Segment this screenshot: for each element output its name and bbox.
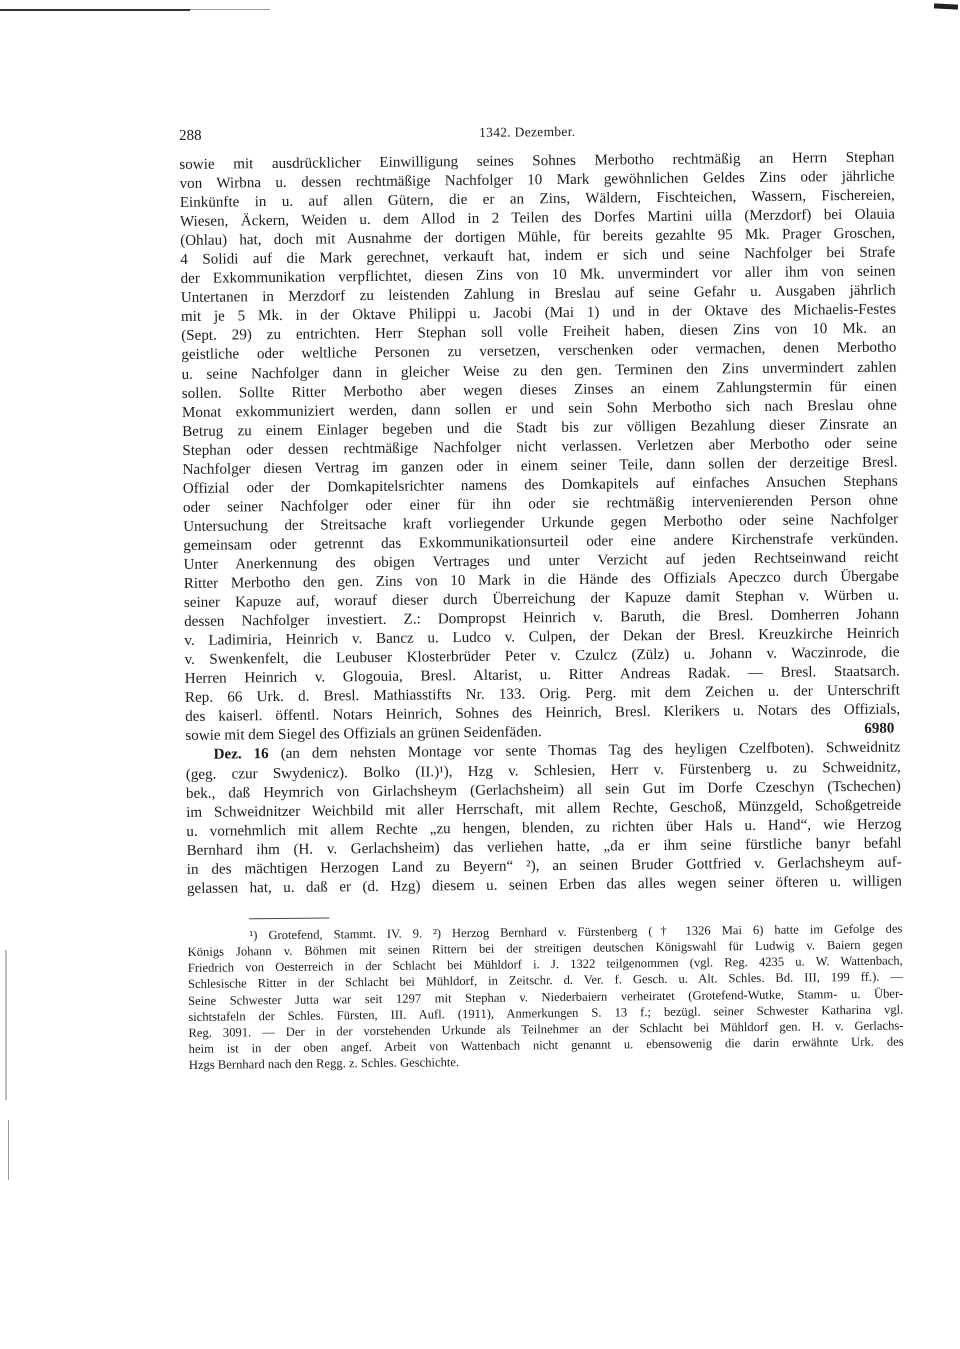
- text-line: oder seiner Nachfolger oder einer für ihn oder sie rechtmäßig intervenierenden Person ohne: [182, 492, 899, 516]
- text-line: gelassen hat, u. daß er (d. Hzg) diesem u. seinen Erben das alles wegen seiner öfteren u. willigen: [186, 873, 903, 897]
- text-line: geistliche oder weltliche Personen zu versetzen, verschenken oder vermachen, denen Merbotho: [181, 339, 897, 364]
- text-line: seiner Kapuze auf, worauf dieser durch Überreichung der Kapuze damit Stephan v. Würben u.: [183, 587, 900, 612]
- text-line: Einkünfte in u. auf allen Gütern, die er an Zins, Wäldern, Fischteichen, Wassern, Fischereien,: [179, 187, 895, 212]
- text-line: von Wirbna u. dessen rechtmäßige Nachfolger 10 Mark gewöhnlichen Geldes Zins oder jährliche: [179, 168, 895, 193]
- scan-corner-mark: [934, 3, 958, 9]
- document-page: [179, 121, 904, 1074]
- text-line: bek., daß Heymrich von Girlachsheym (Gerlachsheim) all sein Gut im Dorfe Czeschyn (Tschechen): [185, 778, 902, 802]
- footnote-line: Königs Johann v. Böhmen mit seinen Rittern bei der streitigen deutschen Königswahl für Ludwig v. Baiern gegen: [187, 937, 903, 959]
- text-line: Untertanen in Merzdorf zu leistenden Zahlung in Breslau auf seine Gefahr u. Ausgaben jährlich: [180, 282, 896, 307]
- text-line: Unter Anerkennung des obigen Vertrages und unter Verzicht auf jeden Rechtseinwand reicht: [183, 549, 899, 573]
- text-line: Wiesen, Äckern, Weiden u. dem Allod in 2 Teilen des Dorfes Martini uilla (Merzdorf) bei Olauia: [179, 206, 896, 231]
- text-line: (Sept. 29) zu entrichten. Herr Stephan soll volle Freiheit haben, diesen Zins von 10 Mk. an: [181, 320, 897, 345]
- scan-edge-mark: [8, 1120, 9, 1180]
- text-line: sowie mit ausdrücklicher Einwilligung seines Sohnes Merbotho rechtmäßig an Herrn Stephan: [179, 149, 895, 173]
- footnote-line: sichtstafeln der Schles. Fürsten, III. Aufl. (1911), Anmerkungen S. 13 f.; bezügl. seiner Schwester Katharina vgl.: [188, 1002, 904, 1024]
- footnote-line: Reg. 3091. — Der in der vorstehenden Urkunde als Teilnehmer an der Schlacht bei Mühldorf gen. H. v. Gerlachs-: [188, 1018, 904, 1040]
- text-line: Offizial oder der Domkapitelsrichter namens des Domkapitels auf einfaches Ansuchen Stephans: [182, 473, 898, 497]
- text-line: (an dem nehsten Montage vor sente Thomas Tag des heyligen Czelfboten). Schweidnitz: [280, 739, 901, 763]
- text-line: Nachfolger diesen Vertrag im ganzen oder in einem seiner Teile, dann sollen der derzeitige Bresl.: [182, 454, 898, 478]
- scan-edge-mark: [5, 950, 7, 1100]
- footnote-divider: [249, 917, 329, 919]
- running-title: 1342. Dezember.: [478, 123, 576, 140]
- page-number: 288: [179, 127, 202, 144]
- footnote-line: Schlesische Ritter in der Schlacht bei Mühldorf, in Zeitschr. d. Ver. f. Gesch. u. Alt. Schles. Bd. III, 199 ff.). —: [187, 969, 904, 992]
- text-line: gemeinsam oder getrennt das Exkommunikationsurteil oder eine andere Kirchenstrafe verkünden.: [183, 530, 899, 554]
- entry-closing-text: sowie mit dem Siegel des Offizials an grünen Seidenfäden.: [185, 724, 542, 745]
- footnotes: [187, 920, 903, 1073]
- text-line: der Exkommunikation verpflichtet, diesen Zins von 10 Mk. unvermindert vor aller ihm von seinen: [180, 263, 896, 288]
- running-head: [179, 121, 894, 150]
- text-line: dessen Nachfolger investiert. Z.: Dompropst Heinrich v. Baruth, die Bresl. Domherren Johann: [184, 606, 900, 631]
- document-number: 6980: [864, 720, 895, 738]
- text-line: des kaiserl. öffentl. Notars Heinrich, Sohnes des Heinrich, Bresl. Klerikers u. Notars des Offizials,: [185, 701, 901, 726]
- text-line: Bernhard ihm (H. v. Gerlachsheim) das verliehen hatte, „da er ihm seine fürstliche banyr befahl: [186, 835, 902, 859]
- text-line: Herren Heinrich v. Glogouia, Bresl. Altarist, u. Ritter Andreas Radak. — Bresl. Staatsarch.: [184, 663, 900, 688]
- text-line: sollen. Sollte Ritter Merbotho aber wegen dieses Zinses an einem Zahlungstermin für einen: [181, 378, 897, 402]
- text-line: Stephan oder dessen rechtmäßige Nachfolger nicht verlassen. Verletzen aber Merbotho oder seine: [182, 435, 898, 459]
- text-line: 4 Solidi auf die Mark gerechnet, verkauft hat, indem er sich und seine Nachfolger bei Strafe: [180, 244, 896, 269]
- text-line: (Ohlau) hat, doch mit Ausnahme der dortigen Mühle, für bereits gezahlte 95 Mk. Prager Groschen,: [180, 225, 896, 250]
- entry-date: Dez. 16: [213, 746, 269, 764]
- footnote-line: ¹) Grotefend, Stammt. IV. 9. ²) Herzog Bernhard v. Fürstenberg († 1326 Mai 6) hatte im Gefolge des: [249, 921, 903, 943]
- text-line: Ritter Merbotho den gen. Zins von 10 Mark in die Hände des Offizials Apeczco durch Übergabe: [183, 568, 899, 593]
- text-line: im Schweidnitzer Weichbild mit aller Herrschaft, mit allem Rechte, Geschoß, Münzgeld, Schoßgetreide: [186, 797, 902, 821]
- text-line: Untersuchung der Streitsache kraft vorliegender Urkunde gegen Merbotho oder seine Nachfolger: [183, 511, 899, 535]
- footnote-line: Seine Schwester Jutta war seit 1297 mit Stephan v. Niederbaiern verheiratet (Grotefend-Wutke, Stamm- u. Über-: [188, 986, 904, 1008]
- text-line: Monat exkommuniziert werden, dann sollen er und sein Sohn Merbotho sich nach Breslau ohne: [181, 397, 898, 421]
- text-line: (geg. czur Swydenicz). Bolko (II.)¹), Hzg v. Schlesien, Herr v. Fürstenberg u. zu Schweidnitz,: [185, 758, 901, 783]
- footnote-line: Friedrich von Oesterreich in der Schlacht bei Mühldorf i. J. 1322 teilgenommen (vgl. Reg. 4235 u. W. Wattenbach,: [187, 953, 903, 976]
- text-line: mit je 5 Mk. in der Oktave Philippi u. Jacobi (Mai 1) und in der Oktave des Michaelis-Festes: [180, 301, 897, 326]
- text-line: u. vornehmlich mit allem Rechte „zu hengen, blenden, zu richten über Hals u. Hand“, wie Herzog: [186, 816, 902, 840]
- entry-6980: [179, 149, 902, 899]
- scan-edge-mark: [0, 9, 190, 11]
- scan-edge-mark: [190, 9, 270, 10]
- text-line: u. seine Nachfolger dann in gleicher Weise zu den gen. Terminen den Zins unvermindert zahlen: [181, 359, 897, 383]
- text-line: v. Swenkenfelt, die Leubuser Klosterbrüder Peter v. Czulcz (Zülz) u. Johann v. Waczinrode, die: [184, 644, 900, 669]
- footnote-line: heim ist in der oben angef. Arbeit von Wattenbach nicht genannt u. ebensowenig die darin erwähnte Urk. des: [188, 1034, 904, 1057]
- text-line: Rep. 66 Urk. d. Bresl. Mathiasstifts Nr. 133. Orig. Perg. mit dem Zeichen u. der Unterschrift: [184, 682, 901, 707]
- text-line: v. Ladimiria, Heinrich v. Bancz u. Ludco v. Culpen, der Dekan der Bresl. Kreuzkirche Heinrich: [184, 625, 900, 650]
- footnote-line: Hzgs Bernhard nach den Regg. z. Schles. Geschichte.: [188, 1055, 460, 1073]
- text-line: in des mächtigen Herzogen Land zu Beyern“ ²), an seinen Bruder Gottfried v. Gerlachsheym auf-: [186, 854, 902, 878]
- text-line: Betrug zu einem Einlager begeben und die Stadt bis zur völligen Bezahlung dieser Zinsrate an: [182, 416, 898, 440]
